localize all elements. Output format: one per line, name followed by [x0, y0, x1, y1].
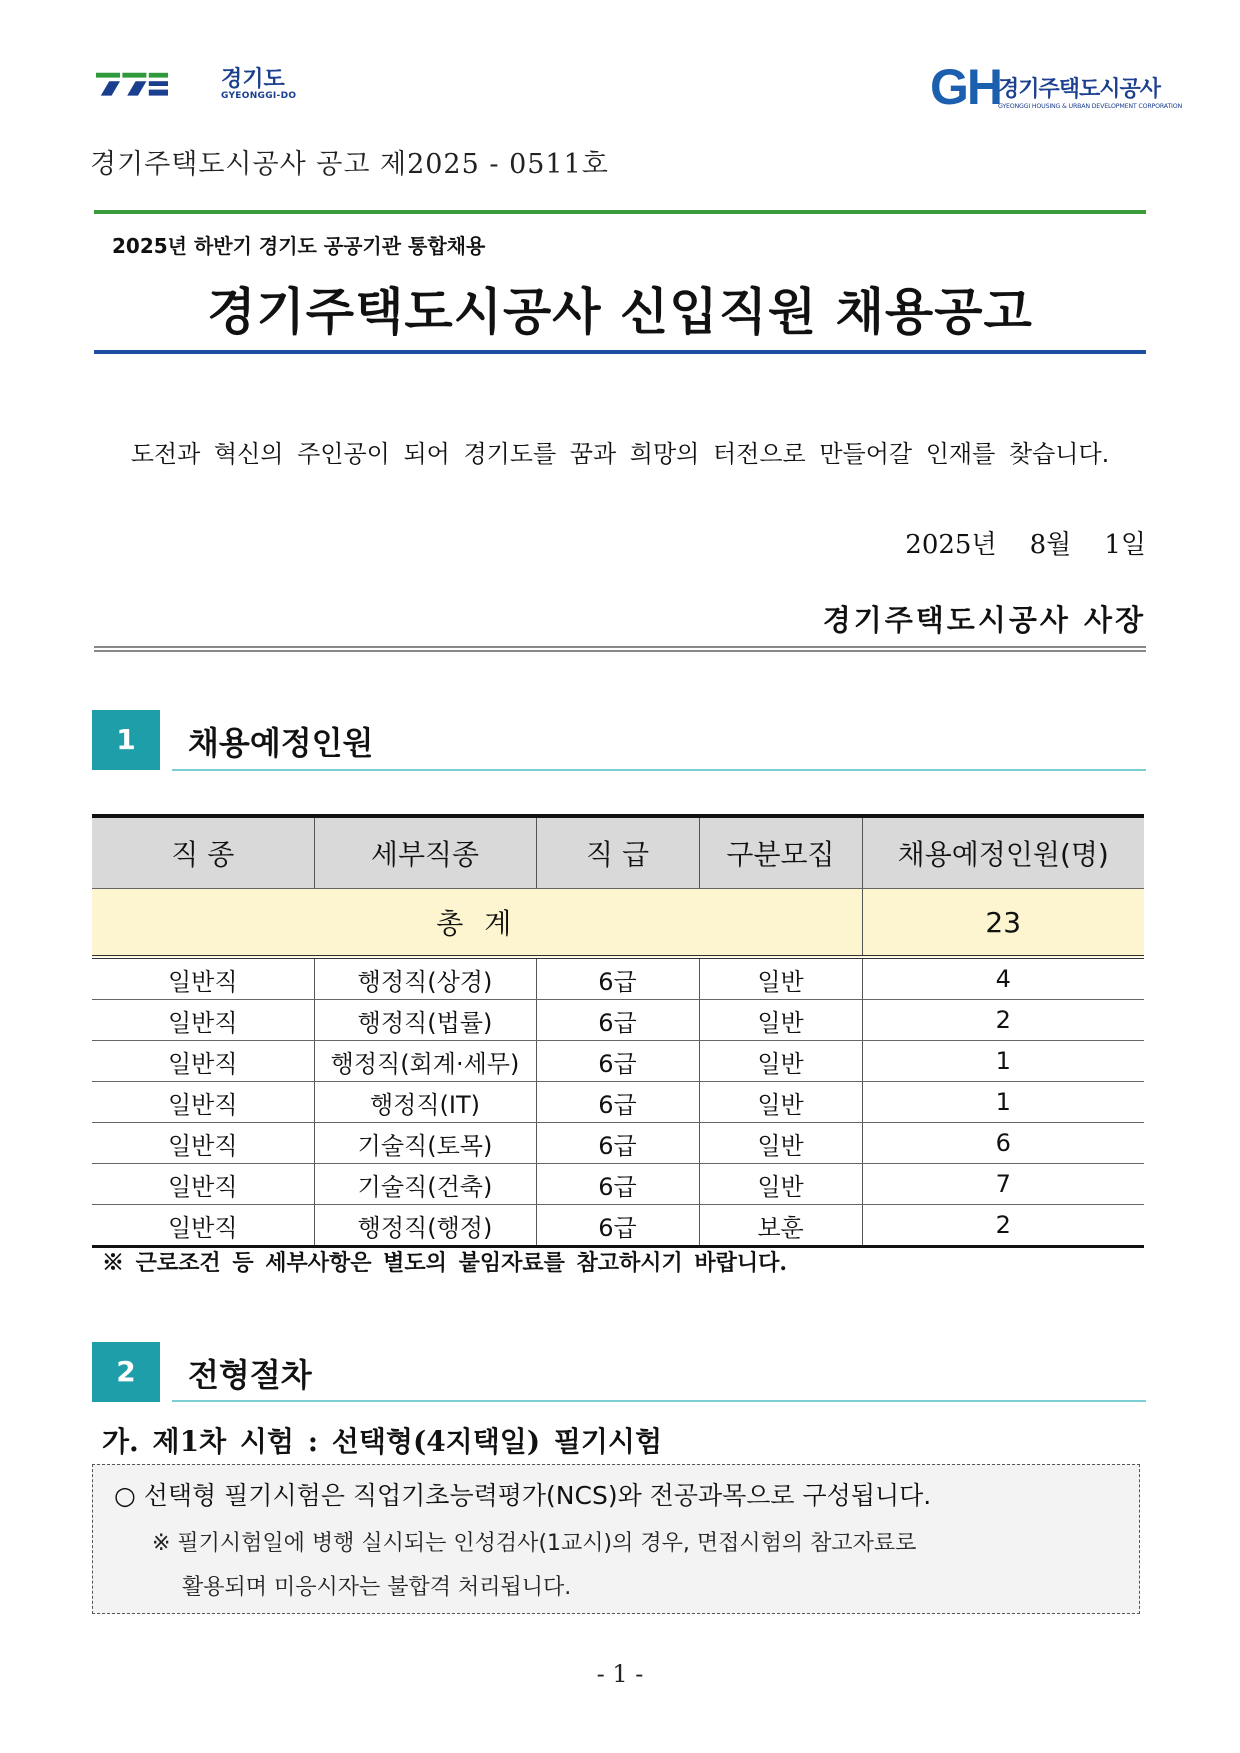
- cell-recruit-type: 일반: [699, 957, 862, 1000]
- cell-recruit-type: 일반: [699, 1123, 862, 1164]
- header-job-type: 직 종: [92, 816, 314, 889]
- cell-job-type: 일반직: [92, 1123, 314, 1164]
- exam-info-note-line-2: 활용되며 미응시자는 불합격 처리됩니다.: [182, 1575, 572, 1600]
- cell-job-type: 일반직: [92, 1041, 314, 1082]
- gh-logo-sub: GYEONGGI HOUSING & URBAN DEVELOPMENT CORPORATION: [998, 103, 1182, 110]
- cell-recruit-type: 보훈: [699, 1205, 862, 1247]
- cell-recruit-type: 일반: [699, 1041, 862, 1082]
- cell-job-detail: 기술직(건축): [314, 1164, 536, 1205]
- section-1-underline: [172, 769, 1146, 771]
- total-label: 총 계: [92, 889, 862, 958]
- table-row: [92, 1082, 1144, 1123]
- cell-headcount: 2: [862, 1000, 1144, 1041]
- gyeonggi-logo-sub: GYEONGGI-DO: [221, 91, 297, 101]
- table-row: [92, 957, 1144, 1000]
- cell-job-type: 일반직: [92, 1082, 314, 1123]
- document-subtitle: 2025년 하반기 경기도 공공기관 통합채용: [112, 234, 486, 258]
- section-1-number: 1: [92, 710, 160, 770]
- total-value: 23: [862, 889, 1144, 958]
- cell-grade: 6급: [536, 957, 699, 1000]
- gh-logo-mark: GH: [930, 59, 1001, 115]
- cell-job-type: 일반직: [92, 1205, 314, 1247]
- header-headcount: 채용예정인원(명): [862, 816, 1144, 889]
- cell-headcount: 1: [862, 1082, 1144, 1123]
- table-row: [92, 1123, 1144, 1164]
- cell-job-detail: 기술직(토목): [314, 1123, 536, 1164]
- table-row: [92, 1041, 1144, 1082]
- table-row: [92, 1164, 1144, 1205]
- title-bottom-rule: [94, 350, 1146, 354]
- cell-headcount: 1: [862, 1041, 1144, 1082]
- cell-job-detail: 행정직(회계·세무): [314, 1041, 536, 1082]
- exam-info-main: ○ 선택형 필기시험은 직업기초능력평가(NCS)와 전공과목으로 구성됩니다.: [114, 1481, 932, 1510]
- notice-date: 2025년 8월 1일: [905, 530, 1146, 560]
- cell-recruit-type: 일반: [699, 1082, 862, 1123]
- intro-double-rule: [94, 646, 1146, 652]
- table-row: [92, 1205, 1144, 1247]
- cell-job-type: 일반직: [92, 957, 314, 1000]
- cell-headcount: 7: [862, 1164, 1144, 1205]
- exam-info-note-line-1: ※ 필기시험일에 병행 실시되는 인성검사(1교시)의 경우, 면접시험의 참고자료로: [152, 1531, 917, 1556]
- slogan-text: 도전과 혁신의 주인공이 되어 경기도를 꿈과 희망의 터전으로 만들어갈 인재를 찾습니다.: [130, 440, 1110, 468]
- notice-number: 경기주택도시공사 공고 제2025 - 0511호: [90, 149, 609, 180]
- header-job-detail: 세부직종: [314, 816, 536, 889]
- cell-recruit-type: 일반: [699, 1164, 862, 1205]
- cell-grade: 6급: [536, 1123, 699, 1164]
- table-header-row: [92, 816, 1144, 889]
- cell-grade: 6급: [536, 1000, 699, 1041]
- header-grade: 직 급: [536, 816, 699, 889]
- document-title: 경기주택도시공사 신입직원 채용공고: [207, 283, 1033, 341]
- cell-job-detail: 행정직(상경): [314, 957, 536, 1000]
- cell-headcount: 2: [862, 1205, 1144, 1247]
- cell-grade: 6급: [536, 1164, 699, 1205]
- section-2-title: 전형절차: [188, 1356, 312, 1394]
- step-1-title: 가. 제1차 시험 : 선택형(4지택일) 필기시험: [102, 1425, 663, 1458]
- cell-recruit-type: 일반: [699, 1000, 862, 1041]
- table-footnote: ※ 근로조건 등 세부사항은 별도의 붙임자료를 참고하시기 바랍니다.: [102, 1250, 788, 1276]
- cell-job-detail: 행정직(행정): [314, 1205, 536, 1247]
- gh-logo-name: 경기주택도시공사: [998, 77, 1161, 102]
- section-1-title: 채용예정인원: [188, 724, 374, 762]
- recruitment-table: [92, 814, 1144, 1248]
- title-top-rule: [94, 210, 1146, 214]
- section-2-underline: [172, 1400, 1146, 1402]
- cell-job-type: 일반직: [92, 1000, 314, 1041]
- gyeonggi-logo-mark: [96, 62, 216, 110]
- gyeonggi-logo-name: 경기도: [221, 67, 285, 92]
- cell-job-detail: 행정직(법률): [314, 1000, 536, 1041]
- cell-job-type: 일반직: [92, 1164, 314, 1205]
- page-number: - 1 -: [596, 1660, 644, 1688]
- table-row: [92, 1000, 1144, 1041]
- table-total-row: [92, 889, 1144, 958]
- cell-job-detail: 행정직(IT): [314, 1082, 536, 1123]
- section-2-number: 2: [92, 1342, 160, 1402]
- cell-grade: 6급: [536, 1041, 699, 1082]
- cell-headcount: 6: [862, 1123, 1144, 1164]
- cell-headcount: 4: [862, 957, 1144, 1000]
- cell-grade: 6급: [536, 1082, 699, 1123]
- header-recruit-type: 구분모집: [699, 816, 862, 889]
- issuer-signature: 경기주택도시공사 사장: [822, 603, 1146, 637]
- cell-grade: 6급: [536, 1205, 699, 1247]
